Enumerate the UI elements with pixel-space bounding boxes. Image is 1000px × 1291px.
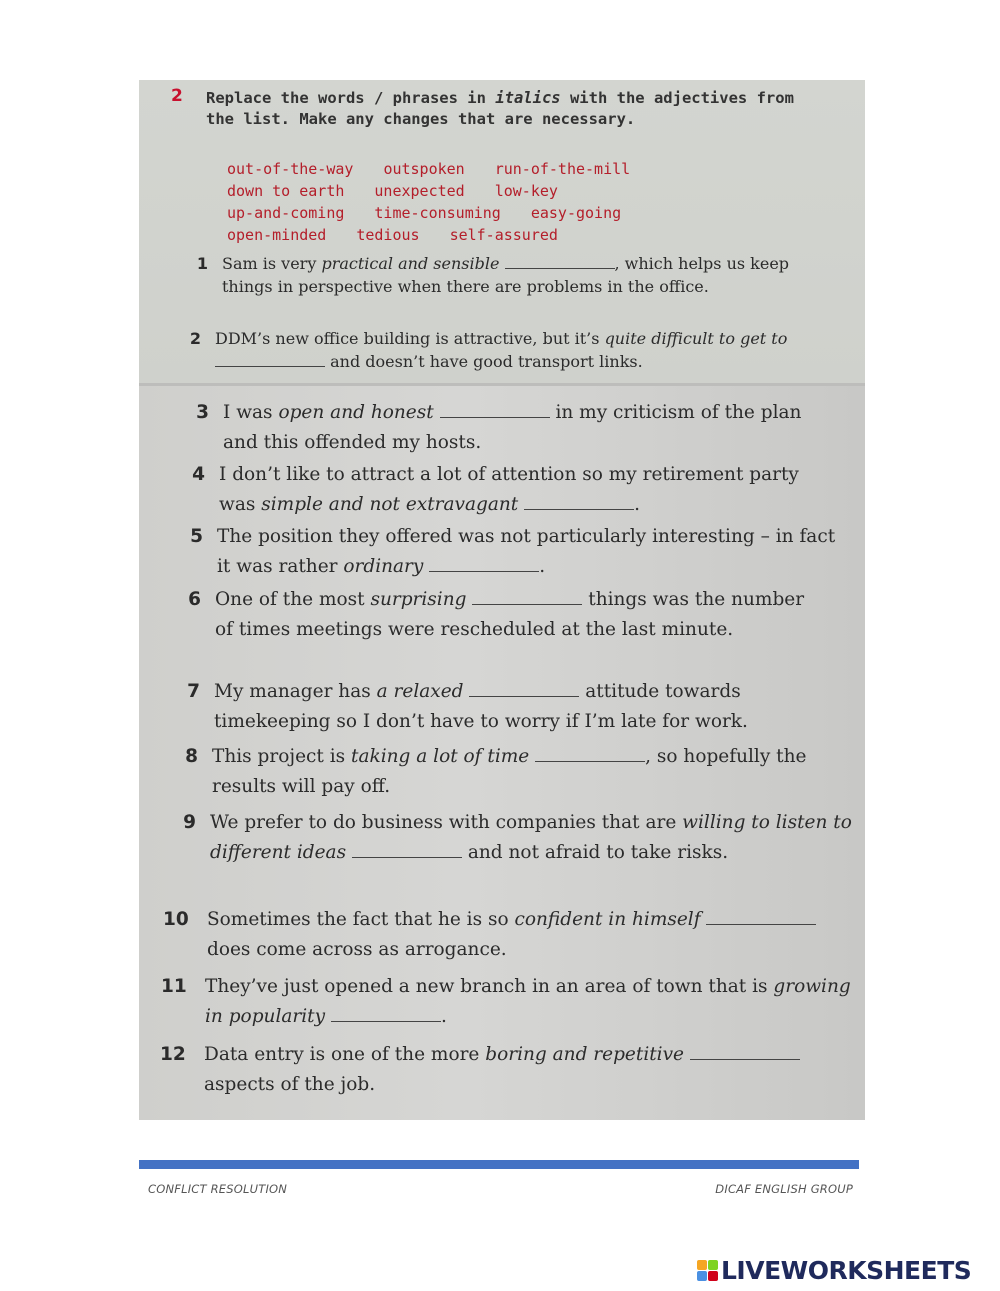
answer-blank[interactable] — [505, 254, 615, 269]
exercise-item-4: 4 I don’t like to attract a lot of attention so my retirement party was simple and not extravagant . — [192, 464, 799, 515]
answer-blank[interactable] — [524, 492, 634, 510]
answer-blank[interactable] — [440, 400, 550, 418]
answer-blank[interactable] — [469, 679, 579, 697]
answer-blank[interactable] — [215, 352, 325, 367]
exercise-item-2: 2 DDM’s new office building is attractive, but it’s quite difficult to get to and doesn’t have good transport links. — [189, 329, 788, 371]
answer-blank[interactable] — [535, 744, 645, 762]
answer-blank[interactable] — [472, 587, 582, 605]
word-option: down to earth — [227, 182, 345, 200]
photo-seam — [139, 383, 865, 386]
exercise-item-11: 11 They’ve just opened a new branch in an area of town that is growing in popularity . — [161, 976, 851, 1027]
exercise-item-9: 9 We prefer to do business with companies that are willing to listen to different ideas and not afraid to take risks. — [183, 812, 852, 863]
word-list-row — [227, 158, 787, 180]
exercise-item-10: 10 Sometimes the fact that he is so confident in himself does come across as arrogance. — [163, 905, 823, 965]
word-option: unexpected — [374, 182, 465, 200]
word-option: run-of-the-mill — [494, 160, 631, 178]
word-list-row — [227, 202, 787, 224]
exercise-item-6: 6 One of the most surprising things was the number of times meetings were rescheduled at the last minute. — [188, 589, 805, 640]
footer-right-text: DICAF ENGLISH GROUP — [715, 1182, 853, 1196]
exercise-item-1: 1 Sam is very practical and sensible , which helps us keep things in perspective when there are problems in the office. — [196, 254, 790, 296]
word-list-row — [227, 224, 787, 246]
exercise-number: 2 — [171, 86, 183, 106]
footer-left-text: CONFLICT RESOLUTION — [148, 1182, 288, 1196]
footer-divider — [139, 1160, 859, 1169]
answer-blank[interactable] — [352, 840, 462, 858]
exercise-item-12: 12 Data entry is one of the more boring and repetitive aspects of the job. — [160, 1040, 820, 1100]
exercise-item-3: 3 I was open and honest in my criticism of the plan and this offended my hosts. — [196, 402, 802, 453]
liveworksheets-logo[interactable] — [697, 1255, 971, 1285]
word-option: out-of-the-way — [227, 160, 354, 178]
answer-blank[interactable] — [429, 554, 539, 572]
word-option: self-assured — [449, 226, 558, 244]
word-option: low-key — [494, 182, 558, 200]
word-list-row — [227, 180, 787, 202]
word-option: time-consuming — [374, 204, 501, 222]
exercise-item-7: 7 My manager has a relaxed attitude towards timekeeping so I don’t have to worry if I’m late for work. — [187, 681, 748, 732]
word-option: open-minded — [227, 226, 327, 244]
word-list — [227, 158, 787, 246]
word-option: outspoken — [383, 160, 465, 178]
answer-blank[interactable] — [331, 1004, 441, 1022]
word-option: tedious — [356, 226, 420, 244]
exercise-instruction: Replace the words / phrases in italics with the adjectives from the list. Make any changes that are necessary. — [206, 89, 794, 128]
word-option: easy-going — [530, 204, 622, 222]
answer-blank[interactable] — [690, 1042, 800, 1060]
liveworksheets-wordmark: LIVEWORKSHEETS — [721, 1255, 972, 1285]
exercise-item-8: 8 This project is taking a lot of time , so hopefully the results will pay off. — [185, 746, 807, 797]
worksheet-photo — [139, 80, 865, 1120]
exercise-item-5: 5 The position they offered was not particularly interesting – in fact it was rather ordinary . — [190, 526, 836, 577]
liveworksheets-icon — [697, 1260, 718, 1281]
word-option: up-and-coming — [227, 204, 345, 222]
answer-blank[interactable] — [706, 907, 816, 925]
